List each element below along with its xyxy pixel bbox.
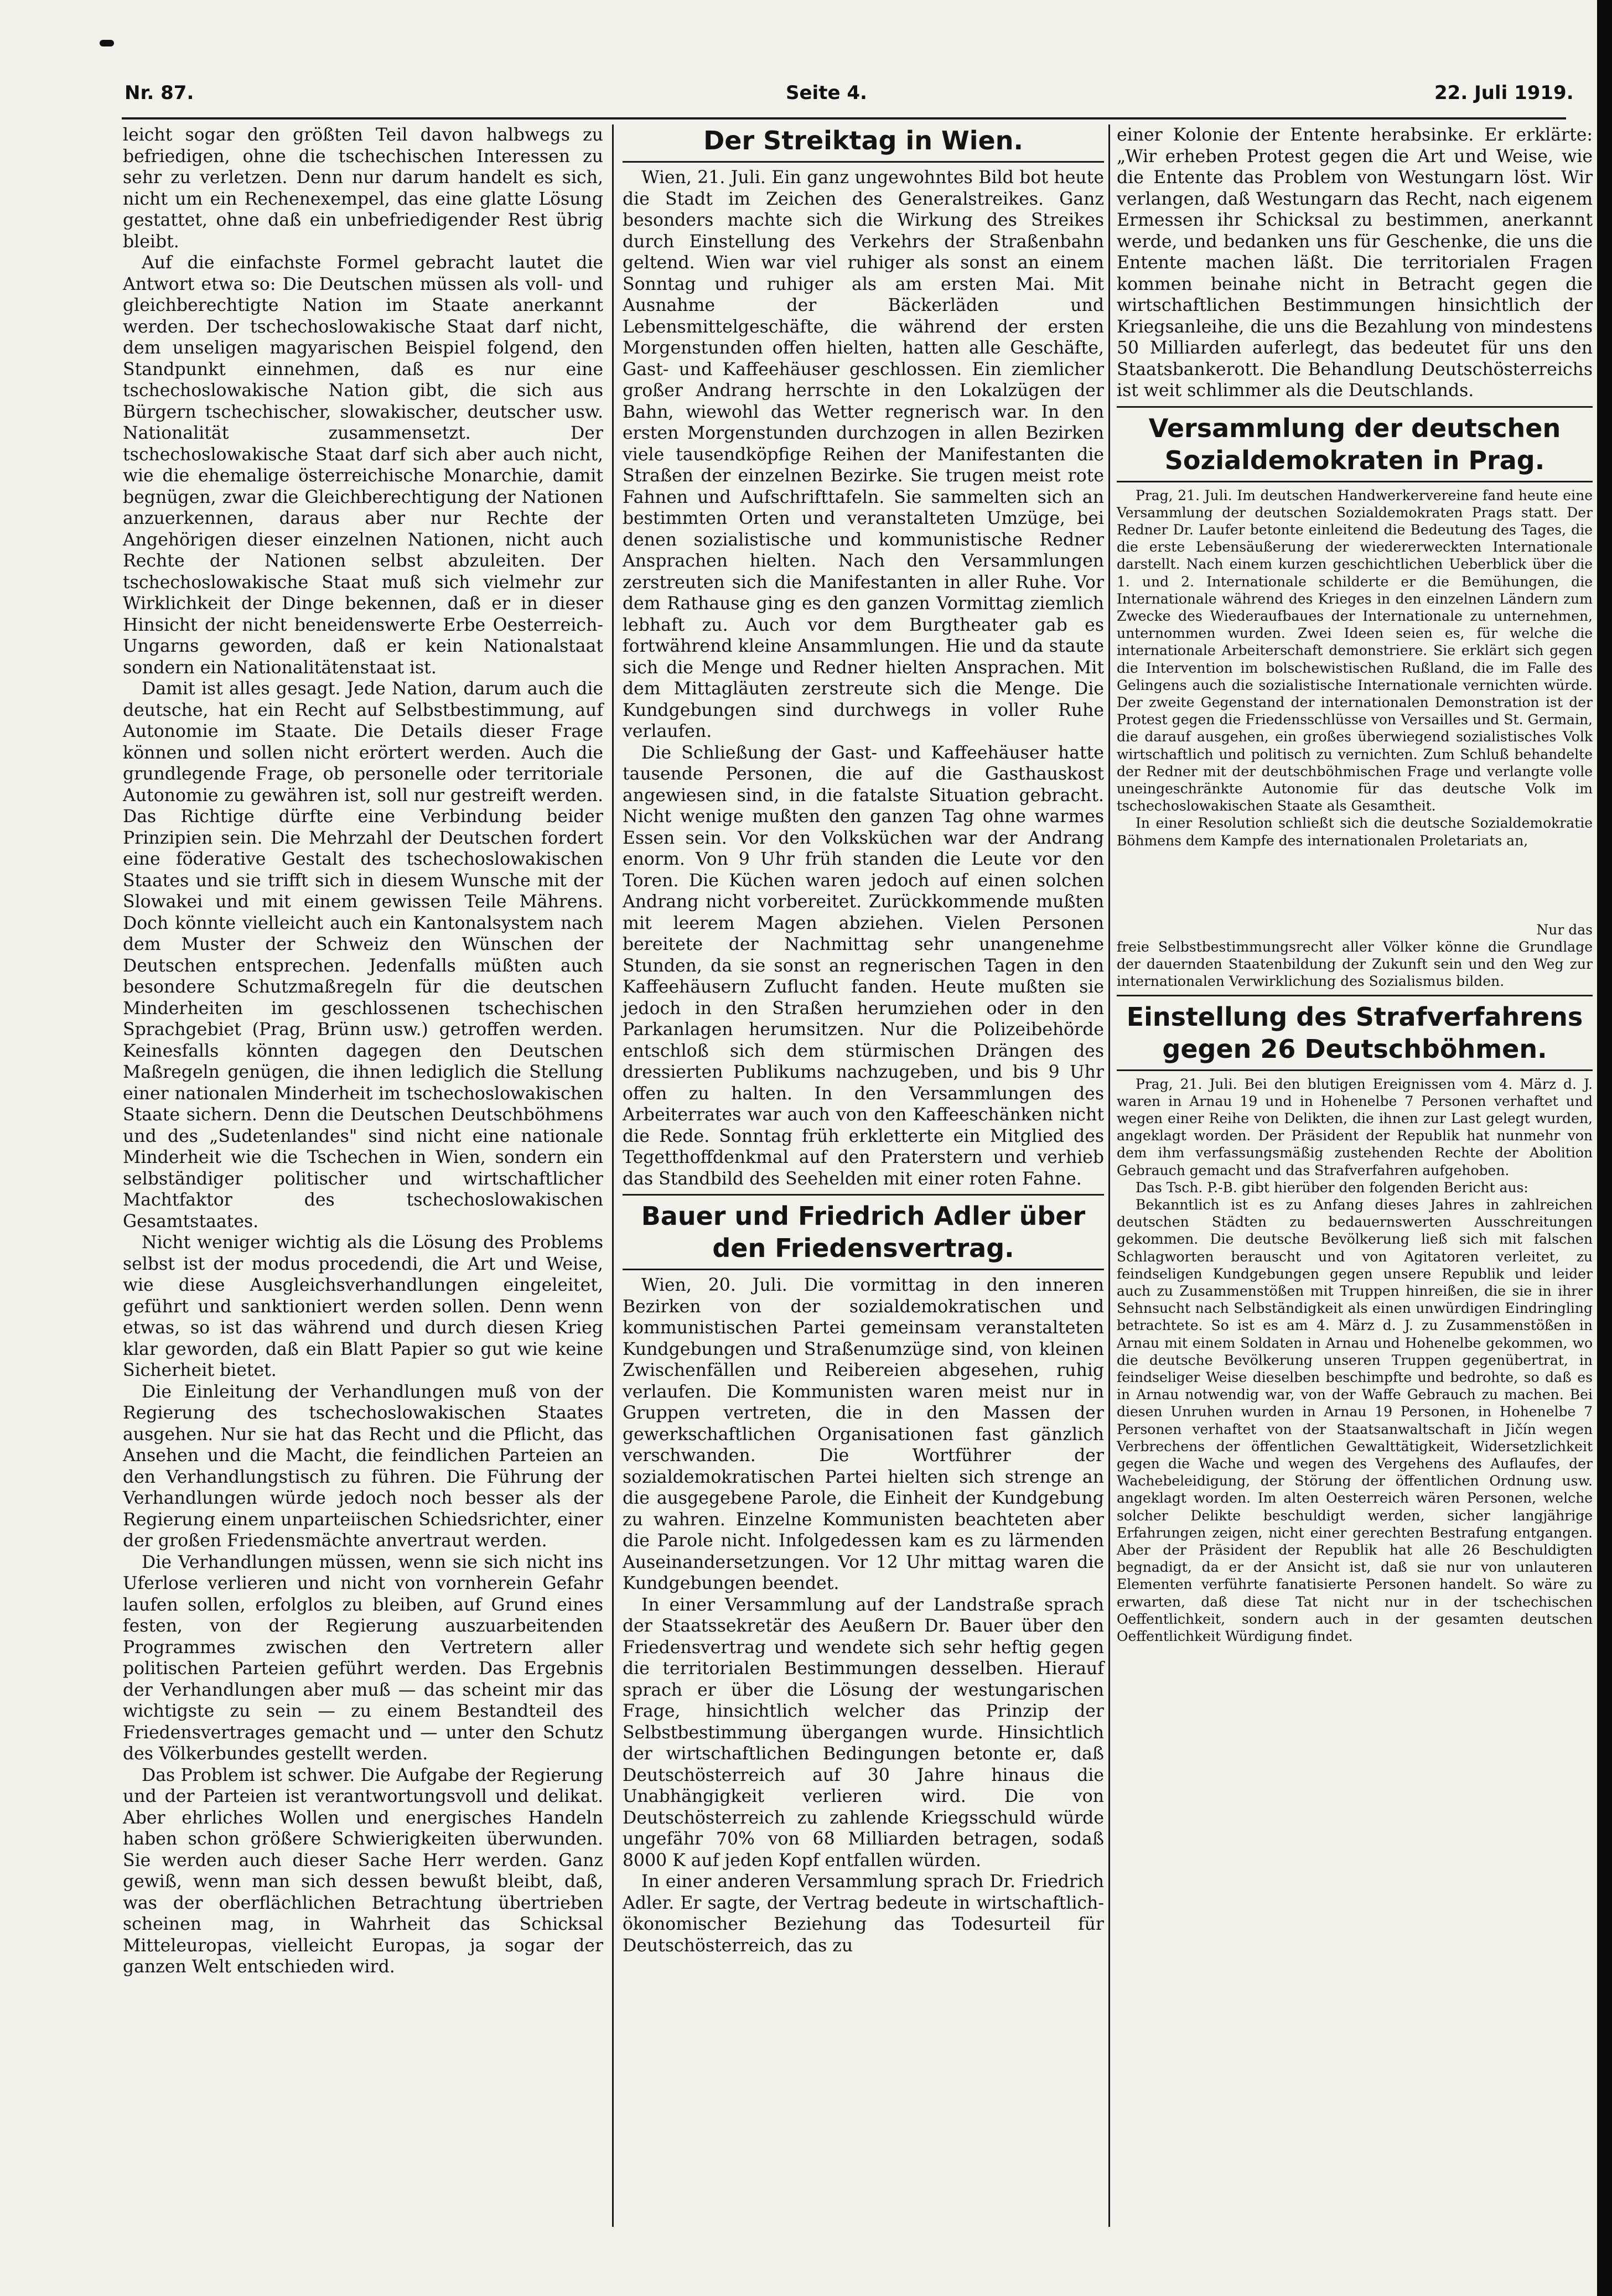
- paragraph: Auf die einfachste Formel gebracht lautet die Antwort etwa so: Die Deutschen müssen als voll- und gleichberechtigte Nation im Staate anerkannt werden. Der tschechoslowakische Staat darf nicht, dem unseligen magyarischen Beispiel folgend, den Standpunkt einnehmen, daß es nur eine tschechoslowakische Nation gibt, die sich aus Bürgern tschechischer, slowakischer, deutscher usw. Nationalität zusammensetzt. Der tschechoslowakische Staat darf sich aber auch nicht, wie die ehemalige österreichische Monarchie, damit begnügen, zwar die Gleichberechtigung der Nationen anzuerkennen, daraus aber nur Rechte der Angehörigen dieser einzelnen Nationen, nicht auch Rechte der Nationen selbst abzuleiten. Der tschechoslowakische Staat muß sich vielmehr zur Wirklichkeit der Dinge bekennen, daß er in dieser Hinsicht der nicht beneidenswerte Erbe Oesterreich-Ungarns geworden, daß er kein Nationalstaat sondern ein Nationalitätenstaat ist.: [123, 253, 603, 678]
- issue-date: 22. Juli 1919.: [1434, 82, 1574, 104]
- headline-rule: [1117, 1069, 1593, 1071]
- article-headline: Versammlung der deutschen Sozialdemokraten in Prag.: [1148, 413, 1561, 475]
- paragraph: In einer Resolution schließt sich die deutsche Sozialdemokratie Böhmens dem Kampfe des internationalen Proletariats an,: [1117, 815, 1593, 849]
- paragraph: Bekanntlich ist es zu Anfang dieses Jahres in zahlreichen deutschen Städten zu bedauernswerten Ausschreitungen gekommen. Die deutsche Bevölkerung ließ sich mit falschen Schlagworten berauscht und von Agitatoren verleitet, zu feindseligen Kundgebungen gegen unsere Republik und leider auch zu Zusammenstößen mit Truppen hinreißen, die sie in ihrer Sehnsucht nach Selbständigkeit als einen unwürdigen Eindringling betrachtete. So ist es am 4. März d. J. zu Zusammenstößen in Arnau mit einem Soldaten in Arnau und Hohenelbe gekommen, wo die deutsche Bevölkerung unseren Truppen gegenübertrat, in feindseliger Weise dieselben beschimpfte und bedrohte, so daß es in Arnau notwendig war, von der Waffe Gebrauch zu machen. Bei diesen Unruhen wurden in Arnau 19 Personen, in Hohenelbe 7 Personen verhaftet von der Staatsanwaltschaft in Jičín wegen Verbrechens der öffentlichen Gewalttätigkeit, Widersetzlichkeit gegen die Wache und wegen des Vergehens des Auflaufes, der Wachebeleidigung, der Störung der öffentlichen Ordnung usw. angeklagt worden. Im alten Oesterreich wären Personen, welche solcher Delikte beschuldigt werden, sicher langjährige Erfahrungen zeigen, nicht einer gerechten Bestrafung entgangen. Aber der Präsident der Republik hat alle 26 Beschuldigten begnadigt, da er der Ansicht ist, daß sie nur von unlauteren Elementen verführte fanatisierte Personen handelt. So wäre zu erwarten, daß diese Tat nicht nur in der tschechischen Oeffentlichkeit, sondern auch in der gesamten deutschen Oeffentlichkeit Würdigung findet.: [1117, 1197, 1593, 1645]
- paragraph: Wien, 21. Juli. Ein ganz ungewohntes Bild bot heute die Stadt im Zeichen des Generalstreikes. Ganz besonders machte sich die Wirkung des Streikes durch Einstellung des Verkehrs der Straßenbahn geltend. Wien war viel ruhiger als sonst an einem Sonntag und ruhiger als am ersten Mai. Mit Ausnahme der Bäckerläden und Lebensmittelgeschäfte, die während der ersten Morgenstunden offen hielten, hatten alle Geschäfte, Gast- und Kaffeehäuser geschlossen. Ein ziemlicher großer Andrang herrschte in den Lokalzügen der Bahn, wiewohl das Wetter regnerisch war. In den ersten Morgenstunden durchzogen in allen Bezirken viele tausendköpfige Reihen der Manifestanten die Straßen der einzelnen Bezirke. Sie trugen meist rote Fahnen und Aufschrifttafeln. Sie sammelten sich an bestimmten Orten und veranstalteten Umzüge, bei denen sozialistische und kommunistische Redner Ansprachen hielten. Nach den Versammlungen zerstreuten sich die Manifestanten in aller Ruhe. Vor dem Rathause ging es den ganzen Vormittag ziemlich lebhaft zu. Auch vor dem Burgtheater gab es fortwährend kleine Ansammlungen. Hie und da staute sich die Menge und Redner hielten Ansprachen. Mit dem Mittagläuten zerstreute sich die Menge. Die Kundgebungen sind durchwegs in voller Ruhe verlaufen.: [623, 168, 1104, 741]
- article-headline: Der Streiktag in Wien.: [703, 126, 1023, 155]
- paragraph: Wien, 20. Juli. Die vormittag in den inneren Bezirken von der sozialdemokratischen und kommunistischen Partei gemeinsam veranstalteten Kundgebungen und Straßenumzüge sind, von kleinen Zwischenfällen und Reibereien abgesehen, ruhig verlaufen. Die Kommunisten waren meist nur in Gruppen vertreten, die in den Massen der gewerkschaftlichen Organisationen fast gänzlich verschwanden. Die Wortführer der sozialdemokratischen Partei hielten sich strenge an die ausgegebene Parole, die Einheit der Kundgebung zu wahren. Einzelne Kommunisten beachteten aber die Parole nicht. Infolgedessen kam es zu lärmenden Auseinandersetzungen. Vor 12 Uhr mittag waren die Kundgebungen beendet.: [623, 1275, 1104, 1593]
- issue-number: Nr. 87.: [125, 82, 194, 104]
- paragraph: einer Kolonie der Entente herabsinke. Er erklärte: „Wir erheben Protest gegen die Art und Weise, wie die Entente das Problem von Westungarn löst. Wir verlangen, daß Westungarn das Recht, nach eigenem Ermessen ihr Schicksal zu bestimmen, anerkannt werde, und bedanken uns für Geschenke, die uns die Entente machen läßt. Die territorialen Fragen kommen beinahe nicht in Betracht gegen die wirtschaftlichen Bestimmungen hinsichtlich der Kriegsanleihe, die uns die Bezahlung von mindestens 50 Milliarden auferlegt, das bedeutet für uns den Staatsbankerott. Die Behandlung Deutschösterreichs ist weit schlimmer als die Deutschlands.: [1117, 125, 1593, 401]
- headline-rule: [623, 161, 1104, 163]
- paragraph: leicht sogar den größten Teil davon halbwegs zu befriedigen, ohne die tschechischen Interessen zu sehr zu verletzen. Denn nur darum handelt es sich, nicht um ein Rechenexempel, das eine glatte Lösung gestattet, ohne daß ein unbefriedigender Rest übrig bleibt.: [123, 125, 603, 252]
- header-rule: [122, 117, 1566, 120]
- article-headline: Einstellung des Strafverfahrens gegen 26 Deutschböhmen.: [1126, 1001, 1583, 1064]
- column-2: [623, 124, 1104, 1956]
- paragraph: Das Tsch. P.-B. gibt hierüber den folgenden Bericht aus:: [1136, 1179, 1528, 1196]
- paragraph: Das Problem ist schwer. Die Aufgabe der Regierung und der Parteien ist verantwortungsvoll und delikat. Aber ehrliches Wollen und energisches Handeln haben schon größere Schwierigkeiten überwunden. Sie werden auch dieser Sache Herr werden. Ganz gewiß, wenn man sich dessen bewußt bleibt, daß, was der oberflächlichen Betrachtung übertrieben scheinen mag, in Wahrheit das Schicksal Mitteleuropas, vielleicht Europas, ja sogar der ganzen Welt entschieden wird.: [123, 1765, 603, 1977]
- paragraph: freie Selbstbestimmungsrecht aller Völker könne die Grundlage der dauernden Staatenbildung der Zukunft sein und den Weg zur internationalen Verwirklichung des Sozialismus bilden.: [1117, 938, 1593, 990]
- headline-rule: [1117, 481, 1593, 482]
- column-rule: [1108, 124, 1110, 2227]
- article-separator: [1117, 406, 1593, 408]
- column-3: [1117, 124, 1593, 1645]
- article-separator: [623, 1194, 1104, 1196]
- paragraph: Prag, 21. Juli. Im deutschen Handwerkervereine fand heute eine Versammlung der deutschen Sozialdemokraten Prags statt. Der Redner Dr. Laufer betonte einleitend die Bedeutung des Tages, die die erste Lebensäußerung der wiedererweckten Internationale darstellt. Nach einem kurzen geschichtlichen Ueberblick über die 1. und 2. Internationale schilderte er die Bemühungen, die Internationale während des Krieges in den einzelnen Ländern zum Zwecke des Wiederaufbaues der Internationale zu unternehmen, unternommen wurden. Zwei Ideen seien es, für welche die internationale Arbeiterschaft demonstriere. Sie erklärt sich gegen die Intervention im bolschewistischen Rußland, die im Falle des Gelingens auch die sozialistische Internationale vernichten würde. Der zweite Gegenstand der internationalen Demonstration ist der Protest gegen die Friedensschlüsse von Versailles und St. Germain, die darauf ausgehen, ein großes überwiegend sozialistisches Volk wirtschaftlich und politisch zu vernichten. Zum Schluß behandelte der Redner mit der deutschböhmischen Frage und verlangte volle uneingeschränkte Autonomie für das deutsche Volk im tschechoslowakischen Staate als Gesamtheit.: [1117, 487, 1593, 814]
- paragraph: Die Einleitung der Verhandlungen muß von der Regierung des tschechoslowakischen Staates ausgehen. Nur sie hat das Recht und die Pflicht, das Ansehen und die Macht, die feindlichen Parteien an den Verhandlungstisch zu führen. Die Führung der Verhandlungen würde jedoch noch besser als der Regierung einem unparteiischen Schiedsrichter, einer der großen Friedensmächte anvertraut werden.: [123, 1381, 603, 1551]
- paragraph: Die Schließung der Gast- und Kaffeehäuser hatte tausende Personen, die auf die Gasthauskost angewiesen sind, in die fatalste Situation gebracht. Nicht wenige mußten den ganzen Tag ohne warmes Essen sein. Vor den Volksküchen war der Andrang enorm. Von 9 Uhr früh standen die Leute vor den Toren. Die Küchen waren jedoch auf einen solchen Andrang nicht vorbereitet. Zurückkommende mußten mit leerem Magen abziehen. Vielen Personen bereitete der Nachmittag sehr unangenehme Stunden, da sie sonst an regnerischen Tagen in den Kaffeehäusern Zuflucht fanden. Heute mußten sie jedoch in den Straßen herumziehen oder in den Parkanlagen herumsitzen. Nur die Polizeibehörde entschloß sich dem stürmischen Drängen des dressierten Publikums nachzugeben, und bis 9 Uhr offen zu halten. In den Versammlungen des Arbeiterrates war auch von den Kaffeeschänken nicht die Rede. Sonntag früh erkletterte ein Mitglied des Tegetthoffdenkmal auf den Praterstern und verhieb das Standbild des Seehelden mit einer roten Fahne.: [623, 742, 1104, 1189]
- scan-edge: [1597, 0, 1612, 2296]
- article-headline: Bauer und Friedrich Adler über den Friedensvertrag.: [641, 1201, 1086, 1263]
- headline-rule: [623, 1269, 1104, 1270]
- paragraph: Nicht weniger wichtig als die Lösung des Problems selbst ist der modus procedendi, die Art und Weise, wie diese Ausgleichsverhandlungen eingeleitet, geführt und sanktioniert werden sollen. Denn wenn etwas, so ist das während und durch diesen Krieg klar geworden, daß ein Blatt Papier so gut wie keine Sicherheit bietet.: [123, 1233, 603, 1380]
- paragraph: In einer Versammlung auf der Landstraße sprach der Staatssekretär des Aeußern Dr. Bauer über den Friedensvertrag und wendete sich sehr heftig gegen die territorialen Bestimmungen desselben. Hierauf sprach er über die Lösung der westungarischen Frage, hinsichtlich welcher das Prinzip der Selbstbestimmung übergangen wurde. Hinsichtlich der wirtschaftlichen Bedingungen betonte er, daß Deutschösterreich auf 30 Jahre hinaus die Unabhängigkeit verlieren wird. Die von Deutschösterreich zu zahlende Kriegsschuld würde ungefähr 70% von 68 Milliarden betragen, sodaß 8000 K auf jeden Kopf entfallen würden.: [623, 1594, 1104, 1871]
- paragraph: Nur das: [1536, 921, 1593, 938]
- paragraph: In einer anderen Versammlung sprach Dr. Friedrich Adler. Er sagte, der Vertrag bedeute in wirtschaftlich-ökonomischer Beziehung das Todesurteil für Deutschösterreich, das zu: [623, 1872, 1104, 1956]
- paragraph: Prag, 21. Juli. Bei den blutigen Ereignissen vom 4. März d. J. waren in Arnau 19 und in Hohenelbe 7 Personen verhaftet und wegen einer Reihe von Delikten, die ihnen zur Last gelegt wurden, angeklagt worden. Der Präsident der Republik hat nunmehr von dem ihm verfassungsmäßig zustehenden Rechte der Abolition Gebrauch gemacht und das Strafverfahren aufgehoben.: [1117, 1076, 1593, 1178]
- column-1: [123, 124, 603, 1978]
- paragraph: Die Verhandlungen müssen, wenn sie sich nicht ins Uferlose verlieren und nicht von vornherein Gefahr laufen sollen, erfolglos zu bleiben, auf Grund eines festen, von der Regierung auszuarbeitenden Programmes zwischen den Vertretern aller politischen Parteien geführt werden. Das Ergebnis der Verhandlungen aber muß — das scheint mir das wichtigste zu sein — zu einem Bestandteil des Friedensvertrages gemacht und — unter den Schutz des Völkerbundes gestellt werden.: [123, 1552, 603, 1764]
- ink-mark: [100, 40, 114, 46]
- column-rule: [612, 124, 614, 2227]
- paragraph: Damit ist alles gesagt. Jede Nation, darum auch die deutsche, hat ein Recht auf Selbstbestimmung, auf Autonomie im Staate. Die Details dieser Frage können und sollen nicht erörtert werden. Auch die grundlegende Frage, ob personelle oder territoriale Autonomie zu gewähren ist, soll nur gestreift werden. Das Richtige dürfte eine Verbindung beider Prinzipien sein. Die Mehrzahl der Deutschen fordert eine föderative Gestalt des tschechoslowakischen Staates und sie trifft sich in diesem Wunsche mit der Slowakei und mit einem gewissen Teile Mährens. Doch könnte vielleicht auch ein Kantonalsystem nach dem Muster der Schweiz den Wünschen der Deutschen entsprechen. Jedenfalls müßten auch besondere Schutzmaßregeln für die deutschen Minderheiten im geschlossenen tschechischen Sprachgebiet (Prag, Brünn usw.) getroffen werden. Keinesfalls könnten dagegen den Deutschen Maßregeln genügen, die ihnen lediglich die Stellung einer nationalen Minderheit im tschechoslowakischen Staate sichern. Denn die Deutschen Deutschböhmens und des „Sudetenlandes" sind nicht eine nationale Minderheit wie die Tschechen in Wien, sondern ein selbständiger politischer und wirtschaftlicher Machtfaktor des tschechoslowakischen Gesamtstaates.: [123, 679, 603, 1232]
- censored-gap: [1117, 849, 1593, 921]
- page-number: Seite 4.: [786, 82, 867, 104]
- article-separator: [1117, 995, 1593, 996]
